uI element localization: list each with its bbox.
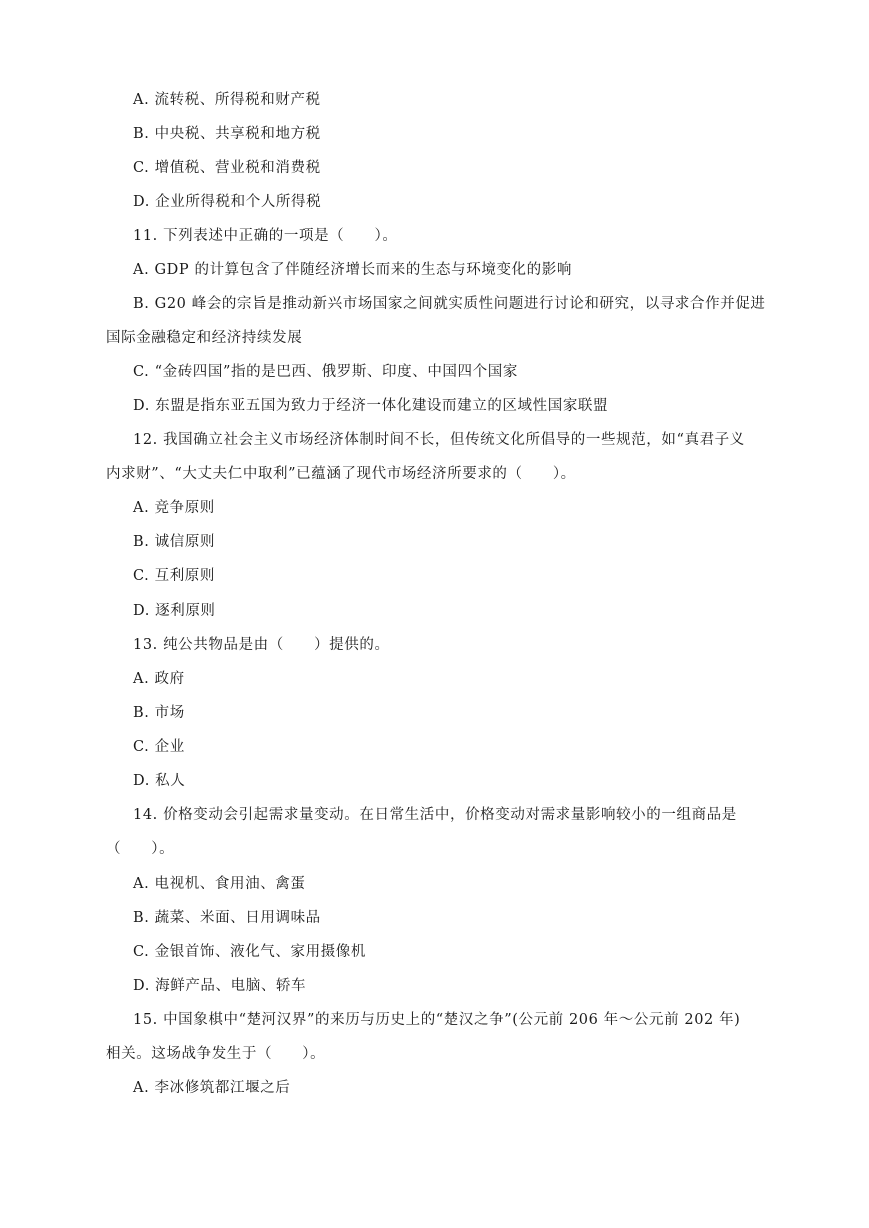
q11-option-b: B. G20 峰会的宗旨是推动新兴市场国家之间就实质性问题进行讨论和研究，以寻求合作并促进	[133, 296, 766, 312]
q10-option-a: A. 流转税、所得税和财产税	[133, 92, 321, 108]
q14-option-a: A. 电视机、食用油、禽蛋	[133, 876, 306, 892]
q12-option-d: D. 逐利原则	[133, 603, 216, 619]
q13-option-c: C. 企业	[133, 739, 185, 755]
q11-option-d: D. 东盟是指东亚五国为致力于经济一体化建设而建立的区域性国家联盟	[133, 398, 609, 414]
q12-option-c: C. 互利原则	[133, 568, 215, 584]
question-15-continuation: 相关。这场战争发生于（ ）。	[106, 1046, 326, 1062]
q12-option-a: A. 竞争原则	[133, 500, 215, 516]
q11-option-c: C. “金砖四国”指的是巴西、俄罗斯、印度、中国四个国家	[133, 364, 518, 380]
question-15: 15. 中国象棋中“楚河汉界”的来历与历史上的“楚汉之争”(公元前 206 年～公元前 202 年)	[133, 1012, 741, 1028]
q13-option-a: A. 政府	[133, 671, 185, 687]
question-14-continuation: （ ）。	[106, 841, 175, 857]
q12-option-b: B. 诚信原则	[133, 534, 216, 550]
q11-option-b-continuation: 国际金融稳定和经济持续发展	[106, 330, 303, 346]
q14-option-d: D. 海鲜产品、电脑、轿车	[133, 978, 307, 994]
q10-option-b: B. 中央税、共享税和地方税	[133, 126, 321, 142]
q14-option-b: B. 蔬菜、米面、日用调味品	[133, 910, 321, 926]
q13-option-b: B. 市场	[133, 705, 185, 721]
q15-option-a: A. 李冰修筑都江堰之后	[133, 1080, 291, 1096]
q10-option-c: C. 增值税、营业税和消费税	[133, 160, 321, 176]
q13-option-d: D. 私人	[133, 773, 186, 789]
question-12-continuation: 内求财”、“大丈夫仁中取利”已蕴涵了现代市场经济所要求的（ ）。	[106, 466, 576, 482]
q11-option-a: A. GDP 的计算包含了伴随经济增长而来的生态与环境变化的影响	[133, 262, 572, 278]
question-12: 12. 我国确立社会主义市场经济体制时间不长，但传统文化所倡导的一些规范，如“真君子义	[133, 432, 745, 448]
question-14: 14. 价格变动会引起需求量变动。在日常生活中，价格变动对需求量影响较小的一组商品是	[133, 807, 737, 823]
question-13: 13. 纯公共物品是由（ ）提供的。	[133, 637, 390, 653]
q10-option-d: D. 企业所得税和个人所得税	[133, 194, 322, 210]
question-11: 11. 下列表述中正确的一项是（ ）。	[133, 228, 398, 244]
q14-option-c: C. 金银首饰、液化气、家用摄像机	[133, 944, 366, 960]
